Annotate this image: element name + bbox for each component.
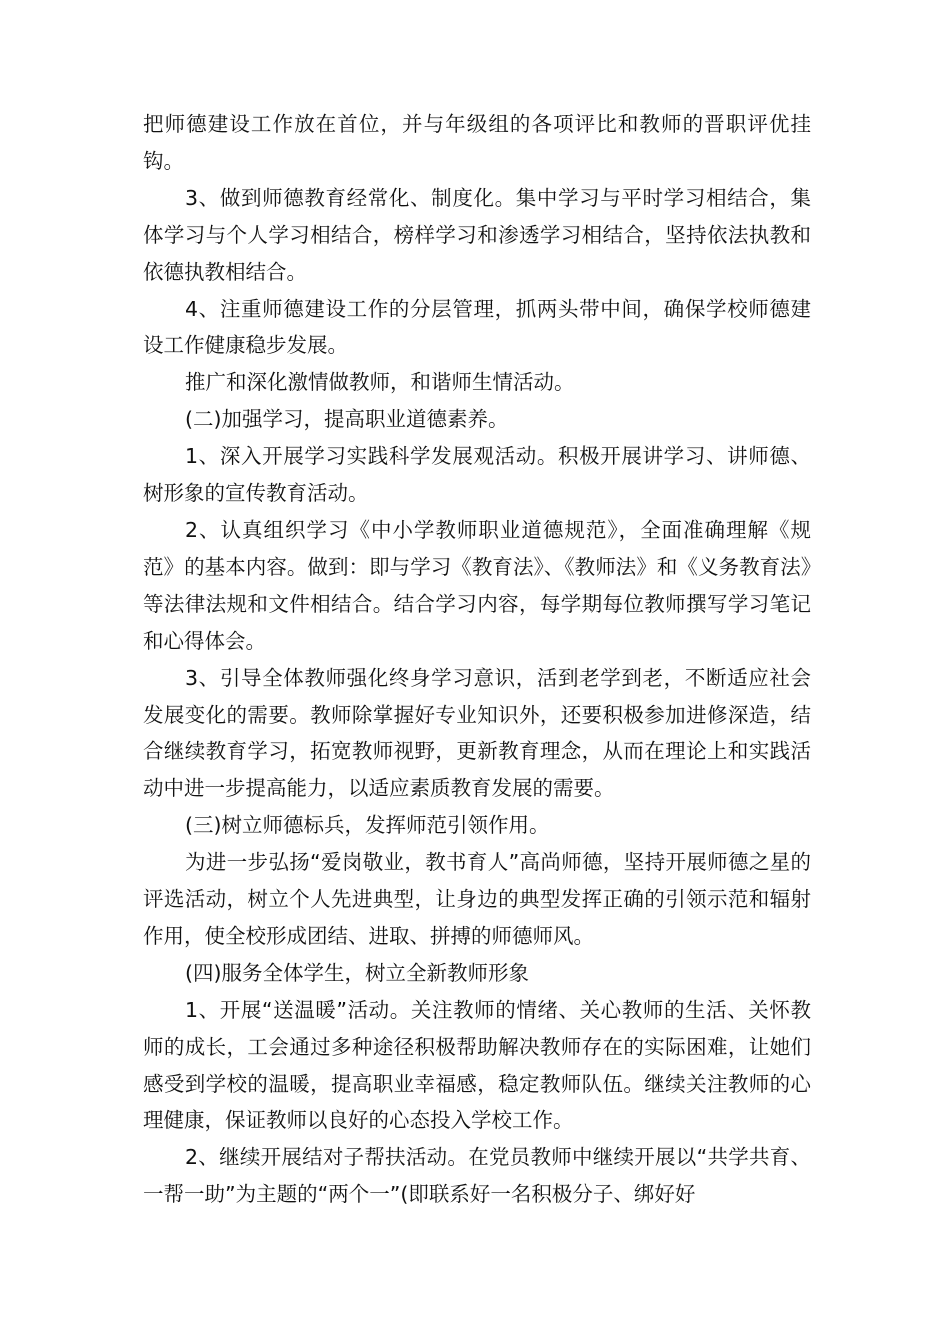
section-heading-4: (四)服务全体学生，树立全新教师形象 <box>185 960 529 985</box>
paragraph-service-1: 1、开展“送温暖”活动。关注教师的情绪、关心教师的生活、关怀教师的成长，工会通过多种途径积极帮助解决教师存在的实际困难，让她们感受到学校的温暖，提高职业幸福感，稳定教师队伍。继续关注教师的心理健康，保证教师以良好的心态投入学校工作。 <box>143 997 811 1133</box>
paragraph-item-3: 3、做到师德教育经常化、制度化。集中学习与平时学习相结合，集体学习与个人学习相结合，榜样学习和渗透学习相结合，坚持依法执教和依德执教相结合。 <box>143 185 811 284</box>
document-body <box>143 106 811 1213</box>
paragraph-item-4: 4、注重师德建设工作的分层管理，抓两头带中间，确保学校师德建设工作健康稳步发展。 <box>143 296 811 358</box>
paragraph-model: 为进一步弘扬“爱岗敬业，教书育人”高尚师德，坚持开展师德之星的评选活动，树立个人先进典型，让身边的典型发挥正确的引领示范和辐射作用，使全校形成团结、进取、拼搏的师德师风。 <box>143 850 811 948</box>
paragraph-promote: 推广和深化激情做教师，和谐师生情活动。 <box>185 370 575 395</box>
section-heading-3: (三)树立师德标兵，发挥师范引领作用。 <box>185 813 550 838</box>
paragraph-service-2: 2、继续开展结对子帮扶活动。在党员教师中继续开展以“共学共育、一帮一助”为主题的“两个一”(即联系好一名积极分子、绑好好 <box>143 1145 811 1207</box>
paragraph-continued: 把师德建设工作放在首位，并与年级组的各项评比和教师的晋职评优挂钩。 <box>143 112 811 173</box>
paragraph-study-3: 3、引导全体教师强化终身学习意识，活到老学到老，不断适应社会发展变化的需要。教师除掌握好专业知识外，还要积极参加进修深造，结合继续教育学习，拓宽教师视野，更新教育理念，从而在理论上和实践活动中进一步提高能力，以适应素质教育发展的需要。 <box>143 665 811 801</box>
section-heading-2: (二)加强学习，提高职业道德素养。 <box>185 407 509 432</box>
paragraph-study-1: 1、深入开展学习实践科学发展观活动。积极开展讲学习、讲师德、树形象的宣传教育活动。 <box>143 444 811 506</box>
paragraph-study-2: 2、认真组织学习《中小学教师职业道德规范》，全面准确理解《规范》的基本内容。做到：即与学习《教育法》、《教师法》和《义务教育法》等法律法规和文件相结合。结合学习内容，每学期每位教师撰写学习笔记和心得体会。 <box>143 517 811 653</box>
